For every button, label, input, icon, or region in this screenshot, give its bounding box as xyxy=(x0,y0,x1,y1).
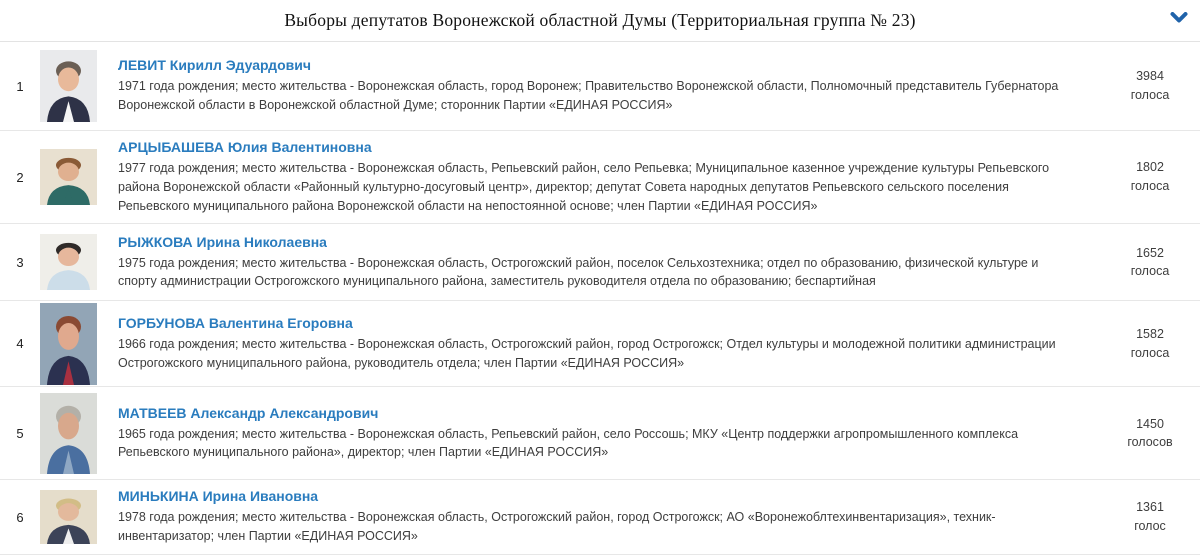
candidate-name-link[interactable]: РЫЖКОВА Ирина Николаевна xyxy=(118,233,327,250)
candidate-photo xyxy=(40,149,97,205)
candidate-bio: 1971 года рождения; место жительства - Воронежская область, город Воронеж; Правительство Воронежской области, Полномочный представитель Губернатора Воронежской области в Воронежской областной Думе; сторонник Партии «ЕДИНАЯ РОССИЯ» xyxy=(118,79,1059,112)
person-photo-icon xyxy=(40,490,97,544)
person-photo-icon xyxy=(40,50,97,122)
votes-label: голоса xyxy=(1130,345,1170,360)
row-number: 4 xyxy=(16,336,24,352)
votes-cell xyxy=(1108,158,1200,196)
candidate-info xyxy=(118,131,1108,223)
votes-count: 1450 xyxy=(1136,416,1164,431)
votes-label: голоса xyxy=(1130,264,1170,279)
candidate-row xyxy=(0,301,1200,387)
votes-label: голос xyxy=(1134,519,1166,533)
candidate-photo xyxy=(40,303,97,385)
candidate-info xyxy=(118,480,1108,554)
person-photo-icon xyxy=(40,303,97,385)
candidate-bio: 1965 года рождения; место жительства - Воронежская область, Репьевский район, село Россошь; МКУ «Центр поддержки агропромышленного комплекса Репьевского муниципального района», директор; член Партии «ЕДИНАЯ РОССИЯ» xyxy=(118,426,1019,460)
votes-cell xyxy=(1108,244,1200,282)
votes-cell xyxy=(1108,325,1200,363)
candidate-row xyxy=(0,480,1200,555)
votes-label: голоса xyxy=(1130,179,1170,194)
row-number: 3 xyxy=(16,254,24,270)
votes-cell xyxy=(1108,415,1200,453)
page-title: Выборы депутатов Воронежской областной Думы (Территориальная группа № 23) xyxy=(284,10,916,30)
candidate-info xyxy=(118,226,1108,300)
candidate-info xyxy=(118,397,1108,471)
candidate-name-link[interactable]: ЛЕВИТ Кирилл Эдуардович xyxy=(118,57,311,74)
row-number: 2 xyxy=(16,169,24,185)
page-header xyxy=(0,0,1200,42)
chevron-down-stroke xyxy=(1173,14,1186,21)
candidate-name-link[interactable]: МИНЬКИНА Ирина Ивановна xyxy=(118,488,319,505)
candidate-name-link[interactable]: ГОРБУНОВА Валентина Егоровна xyxy=(118,315,353,331)
candidate-row xyxy=(0,42,1200,131)
votes-count: 3984 xyxy=(1136,69,1164,84)
candidate-row xyxy=(0,224,1200,301)
row-number: 6 xyxy=(16,509,24,525)
votes-count: 1652 xyxy=(1136,245,1164,260)
person-photo-icon xyxy=(40,393,97,474)
candidate-bio: 1977 года рождения; место жительства - Воронежская область, Репьевский район, село Репьевка; Муниципальное казенное учреждение культуры Репьевского района Воронежской области «Районный культурно-досуговый центр», директор; депутат Совета народных депутатов Репьевского сельского поселения Репьевского муниципального района Воронежской области на непостоянной основе; член Партии «ЕДИНАЯ РОССИЯ» xyxy=(118,161,1050,213)
votes-cell xyxy=(1108,67,1200,105)
candidate-row xyxy=(0,131,1200,224)
candidate-photo xyxy=(40,50,97,122)
candidate-info xyxy=(118,307,1108,381)
person-photo-icon xyxy=(40,234,97,290)
candidate-bio: 1975 года рождения; место жительства - Воронежская область, Острогожский район, поселок Сельхозтехника; отдел по образованию, физической культуре и спорту администрации Острогожского муниципального района, заместитель руководителя отдела по образованию; беспартийная xyxy=(118,255,1039,289)
chevron-down-icon xyxy=(1170,12,1188,24)
candidate-list xyxy=(0,42,1200,555)
votes-count: 1582 xyxy=(1136,327,1164,341)
person-photo-icon xyxy=(40,149,97,205)
votes-label: голоса xyxy=(1130,88,1170,102)
collapse-section-button[interactable] xyxy=(1168,9,1190,27)
candidate-photo xyxy=(40,490,97,544)
votes-count: 1361 xyxy=(1136,500,1164,515)
candidate-row xyxy=(0,387,1200,480)
candidate-name-link[interactable]: МАТВЕЕВ Александр Александрович xyxy=(118,404,379,421)
row-number: 5 xyxy=(16,425,24,441)
candidate-info xyxy=(118,49,1108,123)
candidate-bio: 1966 года рождения; место жительства - Воронежская область, Острогожский район, город Острогожск; Отдел культуры и молодежной политики администрации Острогожского муниципального района, руководитель отдела; член Партии «ЕДИНАЯ РОССИЯ» xyxy=(118,337,1056,370)
votes-cell xyxy=(1108,498,1200,536)
candidate-photo xyxy=(40,234,97,290)
candidate-photo xyxy=(40,393,97,474)
votes-count: 1802 xyxy=(1136,160,1164,175)
row-number: 1 xyxy=(16,78,24,94)
votes-label: голосов xyxy=(1127,435,1173,450)
candidate-bio: 1978 года рождения; место жительства - Воронежская область, Острогожский район, город Острогожск; АО «Воронежоблтехинвентаризация», техник-инвентаризатор; член Партии «ЕДИНАЯ РОССИЯ» xyxy=(118,510,996,543)
candidate-name-link[interactable]: АРЦЫБАШЕВА Юлия Валентиновна xyxy=(118,139,372,155)
